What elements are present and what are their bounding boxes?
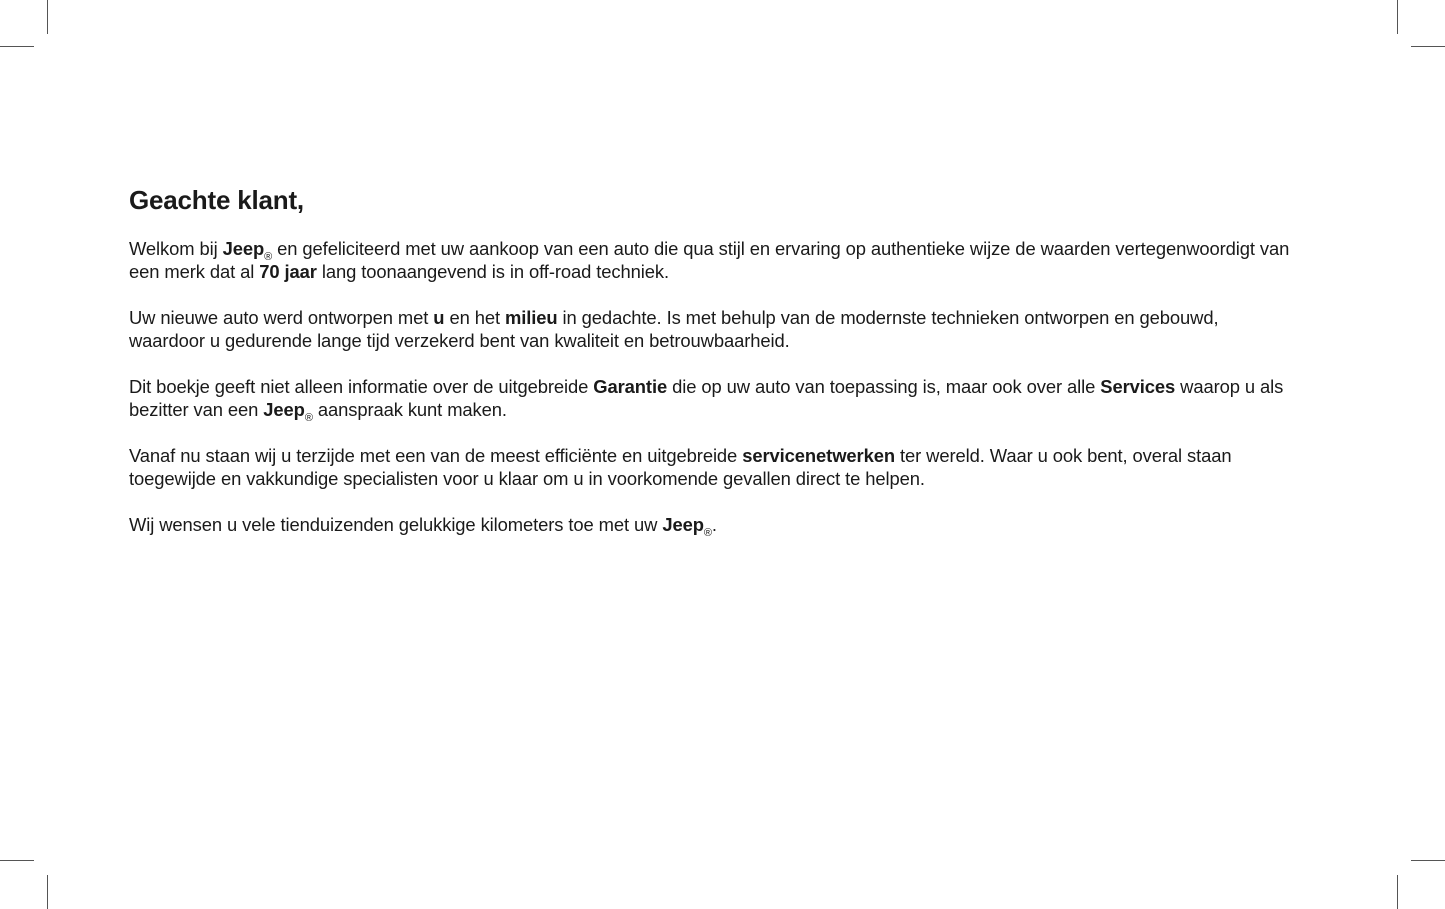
- registered-mark: ®: [703, 527, 712, 539]
- text: Dit boekje geeft niet alleen informatie over de uitgebreide: [129, 376, 594, 397]
- text: ter wereld. Waar u ook bent, overal staan toegewijde en vakkundige specialisten voor u klaar om u in voorkomende gevallen direct te helpen.: [129, 445, 1232, 489]
- paragraph-service-network: [129, 444, 1294, 490]
- paragraph-design: [129, 306, 1294, 352]
- paragraph-booklet: [129, 375, 1294, 424]
- crop-mark-bottom-right-vertical: [1397, 875, 1398, 909]
- emphasis: Garantie: [593, 376, 668, 397]
- text: Wij wensen u vele tienduizenden gelukkige kilometers toe met uw: [129, 514, 663, 535]
- text: en gefeliciteerd met uw aankoop van een auto die qua stijl en ervaring op authentieke wijze de waarden vertegenwoordigt van een merk dat al: [129, 238, 1290, 282]
- emphasis: u: [433, 307, 445, 328]
- registered-mark: ®: [304, 412, 313, 424]
- greeting-heading: Geachte klant,: [129, 185, 304, 215]
- text: Welkom bij: [129, 238, 223, 259]
- crop-mark-top-left-vertical: [47, 0, 48, 34]
- emphasis: Services: [1100, 376, 1176, 397]
- crop-mark-top-right-horizontal: [1411, 46, 1445, 47]
- brand-name: Jeep: [662, 514, 704, 535]
- brand-name: Jeep: [263, 399, 305, 420]
- letter-body: [129, 183, 1294, 559]
- crop-mark-bottom-left-vertical: [47, 875, 48, 909]
- text: Vanaf nu staan wij u terzijde met een van de meest efficiënte en uitgebreide: [129, 445, 743, 466]
- registered-mark: ®: [264, 251, 273, 263]
- text: waarop u als bezitter van een: [129, 376, 1284, 420]
- text: Uw nieuwe auto werd ontworpen met: [129, 307, 434, 328]
- text: en het: [444, 307, 505, 328]
- text: .: [711, 514, 717, 535]
- text: aanspraak kunt maken.: [312, 399, 507, 420]
- emphasis: servicenetwerken: [742, 445, 895, 466]
- crop-mark-top-left-horizontal: [0, 46, 34, 47]
- crop-mark-top-right-vertical: [1397, 0, 1398, 34]
- text: die op uw auto van toepassing is, maar ook over alle: [667, 376, 1101, 397]
- text: in gedachte. Is met behulp van de modernste technieken ontworpen en gebouwd, waardoor u gedurende lange tijd verzekerd bent van kwaliteit en betrouwbaarheid.: [129, 307, 1219, 351]
- paragraph-closing: [129, 513, 1294, 539]
- crop-mark-bottom-right-horizontal: [1411, 860, 1445, 861]
- emphasis: 70 jaar: [259, 261, 317, 282]
- paragraph-welcome: [129, 237, 1294, 283]
- brand-name: Jeep: [222, 238, 265, 259]
- emphasis: milieu: [505, 307, 558, 328]
- text: lang toonaangevend is in off-road techniek.: [316, 261, 669, 282]
- crop-mark-bottom-left-horizontal: [0, 860, 34, 861]
